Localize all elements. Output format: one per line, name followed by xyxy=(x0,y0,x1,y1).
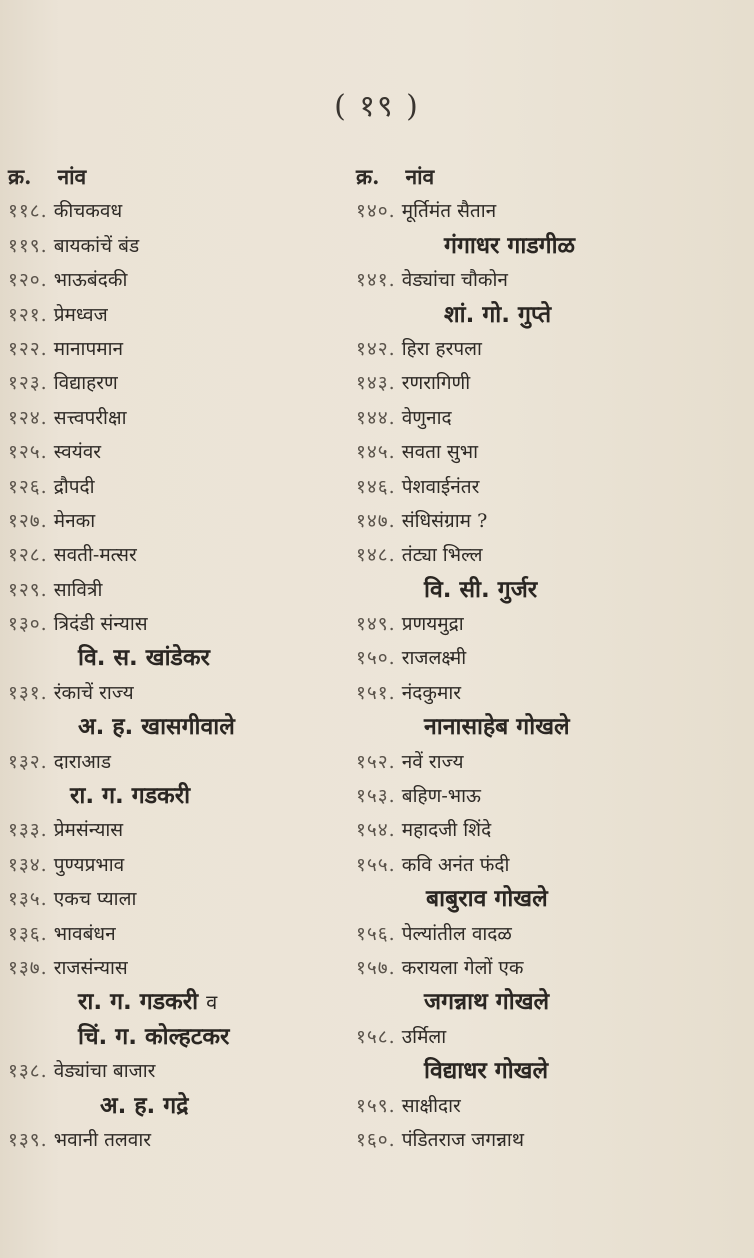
entry-number: १२८. xyxy=(8,544,48,567)
left-column xyxy=(8,160,348,1157)
entry-number: १४९. xyxy=(356,613,396,636)
author-name: चिं. ग. कोल्हटकर xyxy=(78,1023,230,1050)
author-heading xyxy=(8,641,348,675)
entry-number: १३४. xyxy=(8,853,48,876)
play-title: स्वयंवर xyxy=(53,441,102,464)
play-title: सवती-मत्सर xyxy=(53,544,137,567)
entry-number: १३६. xyxy=(8,922,48,945)
play-entry xyxy=(8,882,348,916)
play-title: पेल्यांतील वादळ xyxy=(401,922,512,945)
right-column xyxy=(356,160,736,1157)
author-name: विद्याधर गोखले xyxy=(424,1058,549,1085)
play-entry xyxy=(356,848,736,882)
entry-number: १५५. xyxy=(356,853,396,876)
author-heading xyxy=(356,229,736,263)
author-heading xyxy=(8,1020,348,1054)
play-title: प्रणयमुद्रा xyxy=(401,613,464,636)
play-entry xyxy=(356,779,736,813)
entry-number: १४५. xyxy=(356,441,396,464)
entry-number: १४२. xyxy=(356,337,396,360)
play-entry xyxy=(8,504,348,538)
entry-number: १५७. xyxy=(356,956,396,979)
play-title: द्रौपदी xyxy=(53,475,95,498)
play-entry xyxy=(356,263,736,297)
author-name: रा. ग. गडकरी xyxy=(78,989,199,1016)
entry-number: १३९. xyxy=(8,1128,48,1151)
play-entry xyxy=(356,435,736,469)
right-list xyxy=(356,194,736,1157)
play-entry xyxy=(356,813,736,847)
entry-number: १२४. xyxy=(8,406,48,429)
author-name: शां. गो. गुप्ते xyxy=(444,301,552,328)
author-heading xyxy=(8,779,348,813)
play-title: एकच प्याला xyxy=(53,888,137,911)
play-entry xyxy=(8,676,348,710)
entry-number: १३३. xyxy=(8,819,48,842)
play-entry xyxy=(8,194,348,228)
play-entry xyxy=(8,366,348,400)
play-title: राजसंन्यास xyxy=(53,956,128,979)
play-entry xyxy=(8,263,348,297)
play-title: मानापमान xyxy=(53,337,124,360)
entry-number: १३२. xyxy=(8,750,48,773)
play-title: विद्याहरण xyxy=(53,372,118,395)
play-entry xyxy=(356,951,736,985)
name-header: नांव xyxy=(405,164,435,189)
play-title: राजलक्ष्मी xyxy=(401,647,467,670)
entry-number: १२१. xyxy=(8,303,48,326)
play-title: भवानी तलवार xyxy=(53,1128,152,1151)
play-title: नवें राज्य xyxy=(401,750,464,773)
author-name: अ. ह. गद्रे xyxy=(100,1092,189,1119)
entry-number: १२२. xyxy=(8,337,48,360)
play-title: तंट्या भिल्ल xyxy=(401,544,483,567)
entry-number: १५८. xyxy=(356,1025,396,1048)
play-entry xyxy=(356,745,736,779)
play-title: त्रिदंडी संन्यास xyxy=(53,613,148,636)
play-title: कीचकवध xyxy=(53,200,123,223)
play-title: भाऊबंदकी xyxy=(53,269,128,292)
play-title: पुण्यप्रभाव xyxy=(53,853,125,876)
entry-number: १६०. xyxy=(356,1128,396,1151)
author-name: गंगाधर गाडगीळ xyxy=(444,232,576,259)
play-title: वेड्यांचा बाजार xyxy=(53,1060,156,1083)
play-title: दाराआड xyxy=(53,750,112,773)
author-heading xyxy=(356,573,736,607)
column-header xyxy=(8,160,348,194)
play-title: हिरा हरपला xyxy=(401,337,482,360)
play-title: नंदकुमार xyxy=(401,681,462,704)
author-name: अ. ह. खासगीवाले xyxy=(78,714,235,741)
play-entry xyxy=(356,641,736,675)
play-entry xyxy=(8,298,348,332)
play-entry xyxy=(356,538,736,572)
play-title: पेशवाईनंतर xyxy=(401,475,480,498)
author-heading xyxy=(356,298,736,332)
entry-number: १४६. xyxy=(356,475,396,498)
play-title: प्रेमसंन्यास xyxy=(53,819,124,842)
play-title: वेणुनाद xyxy=(401,406,452,429)
play-entry xyxy=(356,1123,736,1157)
entry-number: १२७. xyxy=(8,509,48,532)
play-title: सावित्री xyxy=(53,578,103,601)
entry-number: १३७. xyxy=(8,956,48,979)
play-title: रंकाचें राज्य xyxy=(53,681,134,704)
play-entry xyxy=(8,401,348,435)
play-entry xyxy=(8,332,348,366)
play-entry xyxy=(356,401,736,435)
play-entry xyxy=(8,848,348,882)
play-entry xyxy=(356,917,736,951)
entry-number: १५६. xyxy=(356,922,396,945)
entry-number: १३१. xyxy=(8,681,48,704)
play-entry xyxy=(356,366,736,400)
play-entry xyxy=(356,332,736,366)
entry-number: ११८. xyxy=(8,200,48,223)
entry-number: १४१. xyxy=(356,269,396,292)
entry-number: १५३. xyxy=(356,785,396,808)
entry-number: १४७. xyxy=(356,509,396,532)
play-title: रणरागिणी xyxy=(401,372,471,395)
play-title: मूर्तिमंत सैतान xyxy=(401,200,497,223)
entry-number: १४३. xyxy=(356,372,396,395)
name-header: नांव xyxy=(57,164,87,189)
entry-number: १२६. xyxy=(8,475,48,498)
play-entry xyxy=(356,607,736,641)
author-name: रा. ग. गडकरी xyxy=(70,783,191,810)
entry-number: १३०. xyxy=(8,613,48,636)
entry-number: १५०. xyxy=(356,647,396,670)
play-title: करायला गेलों एक xyxy=(401,956,524,979)
play-entry xyxy=(8,229,348,263)
entry-number: १५१. xyxy=(356,681,396,704)
play-title: उर्मिला xyxy=(401,1025,447,1048)
play-title: कवि अनंत फंदी xyxy=(401,853,510,876)
entry-number: १२५. xyxy=(8,441,48,464)
play-title: प्रेमध्वज xyxy=(53,303,108,326)
play-title: पंडितराज जगन्नाथ xyxy=(401,1128,524,1151)
play-entry xyxy=(8,435,348,469)
play-title: बायकांचें बंड xyxy=(53,234,140,257)
play-title: संधिसंग्राम ? xyxy=(401,509,488,532)
play-title: वेड्यांचा चौकोन xyxy=(401,269,508,292)
author-heading xyxy=(356,1054,736,1088)
play-title: बहिण-भाऊ xyxy=(401,785,481,808)
entry-number: १३५. xyxy=(8,888,48,911)
author-name: जगन्नाथ गोखले xyxy=(424,989,550,1016)
author-name: वि. सी. गुर्जर xyxy=(424,576,538,603)
left-list xyxy=(8,194,348,1157)
play-entry xyxy=(8,1123,348,1157)
author-name: वि. स. खांडेकर xyxy=(78,645,210,672)
author-name: नानासाहेब गोखले xyxy=(424,714,570,741)
serial-header: क्र. xyxy=(8,164,32,189)
author-name: बाबुराव गोखले xyxy=(426,886,548,913)
play-entry xyxy=(356,1020,736,1054)
play-entry xyxy=(356,504,736,538)
entry-number: १२०. xyxy=(8,269,48,292)
play-entry xyxy=(8,573,348,607)
play-entry xyxy=(8,745,348,779)
play-title: सत्त्वपरीक्षा xyxy=(53,406,127,429)
play-entry xyxy=(356,1089,736,1123)
play-entry xyxy=(8,538,348,572)
entry-number: १५२. xyxy=(356,750,396,773)
play-entry xyxy=(356,676,736,710)
play-entry xyxy=(8,951,348,985)
page-number: ( १९ ) xyxy=(334,89,420,124)
serial-header: क्र. xyxy=(356,164,380,189)
entry-number: ११९. xyxy=(8,234,48,257)
entry-number: १२३. xyxy=(8,372,48,395)
play-title: मेनका xyxy=(53,509,96,532)
play-title: महादजी शिंदे xyxy=(401,819,492,842)
entry-number: १२९. xyxy=(8,578,48,601)
play-entry xyxy=(8,607,348,641)
author-heading xyxy=(356,985,736,1019)
author-heading xyxy=(8,710,348,744)
author-heading xyxy=(8,1089,348,1123)
play-title: भावबंधन xyxy=(53,922,116,945)
entry-number: १४०. xyxy=(356,200,396,223)
entry-number: १३८. xyxy=(8,1060,48,1083)
play-entry xyxy=(8,470,348,504)
play-title: सवता सुभा xyxy=(401,441,479,464)
author-heading xyxy=(8,985,348,1019)
play-entry xyxy=(8,813,348,847)
column-header xyxy=(356,160,736,194)
play-entry xyxy=(8,917,348,951)
entry-number: १४८. xyxy=(356,544,396,567)
entry-number: १४४. xyxy=(356,406,396,429)
conjunction: व xyxy=(206,990,218,1015)
author-heading xyxy=(356,710,736,744)
entry-number: १५४. xyxy=(356,819,396,842)
play-entry xyxy=(356,194,736,228)
play-entry xyxy=(8,1054,348,1088)
author-heading xyxy=(356,882,736,916)
entry-number: १५९. xyxy=(356,1094,396,1117)
play-title: साक्षीदार xyxy=(401,1094,461,1117)
play-entry xyxy=(356,470,736,504)
